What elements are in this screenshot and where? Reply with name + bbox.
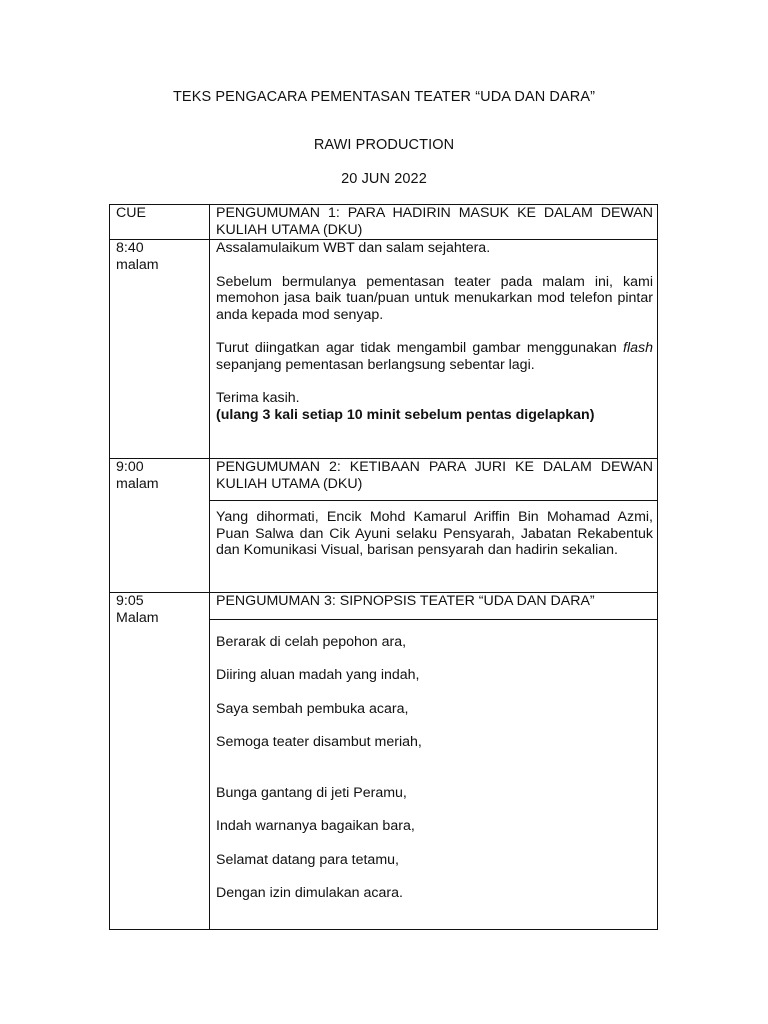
- announcement-1-title: PENGUMUMAN 1: PARA HADIRIN MASUK KE DALAM DEWAN KULIAH UTAMA (DKU): [216, 205, 653, 238]
- announcement-2-title: PENGUMUMAN 2: KETIBAAN PARA JURI KE DALAM DEWAN KULIAH UTAMA (DKU): [216, 459, 653, 492]
- cue-cell-2: [110, 459, 210, 593]
- cue-time-3: 9:05: [116, 593, 144, 609]
- cue-cell-3: [110, 593, 210, 930]
- announcement-1-heading: [210, 205, 658, 240]
- poem-line: Selamat datang para tetamu,: [216, 851, 399, 868]
- event-date: 20 JUN 2022: [341, 171, 427, 187]
- cue-period-1: malam: [116, 256, 159, 273]
- announcement-3-divider: [210, 619, 657, 620]
- announcement-2-body: [210, 459, 658, 593]
- cue-period-2: malam: [116, 475, 159, 492]
- announcement-2-divider: [210, 500, 657, 501]
- cue-period-3: Malam: [116, 609, 159, 626]
- thanks-text: Terima kasih.: [216, 390, 300, 406]
- poem-line: Diiring aluan madah yang indah,: [216, 667, 420, 683]
- cue-time-1: 8:40: [116, 240, 144, 256]
- photo-notice-end: sepanjang pementasan berlangsung sebentar lagi.: [216, 356, 535, 373]
- repeat-instruction: (ulang 3 kali setiap 10 minit sebelum pentas digelapkan): [216, 406, 595, 423]
- emcee-script-table: [109, 204, 658, 930]
- poem-line: Dengan izin dimulakan acara.: [216, 885, 403, 901]
- table-row: [110, 593, 658, 930]
- cue-time-2: 9:00: [116, 459, 144, 475]
- table-header-row: [110, 205, 658, 240]
- production-name: RAWI PRODUCTION: [313, 137, 455, 153]
- cue-header: [110, 205, 210, 240]
- poem-line: Bunga gantang di jeti Peramu,: [216, 784, 407, 801]
- announcement-3-title: PENGUMUMAN 3: SIPNOPSIS TEATER “UDA DAN DARA”: [216, 593, 595, 609]
- poem-line: Semoga teater disambut meriah,: [216, 734, 422, 750]
- cue-cell-1: [110, 240, 210, 459]
- announcement-1-body: [210, 240, 658, 459]
- announcement-3-body: [210, 593, 658, 930]
- pantun-poem: [216, 634, 653, 902]
- poem-line: Berarak di celah pepohon ara,: [216, 633, 407, 650]
- judges-welcome-text: Yang dihormati, Encik Mohd Kamarul Ariffin Bin Mohamad Azmi, Puan Salwa dan Cik Ayuni selaku Pensyarah, Jabatan Rekabentuk dan Komunikasi Visual, barisan pensyarah dan hadirin sekalian.: [216, 509, 653, 558]
- cue-header-label: CUE: [116, 205, 146, 221]
- document-title: TEKS PENGACARA PEMENTASAN TEATER “UDA DAN DARA”: [172, 89, 596, 105]
- phone-notice-text: Sebelum bermulanya pementasan teater pada malam ini, kami memohon jasa baik tuan/puan untuk menukarkan mod telefon pintar anda kepada mod senyap.: [216, 273, 653, 323]
- table-row: [110, 240, 658, 459]
- table-row: [110, 459, 658, 593]
- photo-notice-flash: flash: [623, 340, 653, 356]
- photo-notice-start: Turut diingatkan agar tidak mengambil gambar menggunakan: [216, 340, 624, 356]
- greeting-text: Assalamulaikum WBT dan salam sejahtera.: [216, 240, 491, 256]
- poem-line: Indah warnanya bagaikan bara,: [216, 818, 415, 834]
- poem-line: Saya sembah pembuka acara,: [216, 700, 409, 717]
- photo-notice-text: [216, 340, 653, 373]
